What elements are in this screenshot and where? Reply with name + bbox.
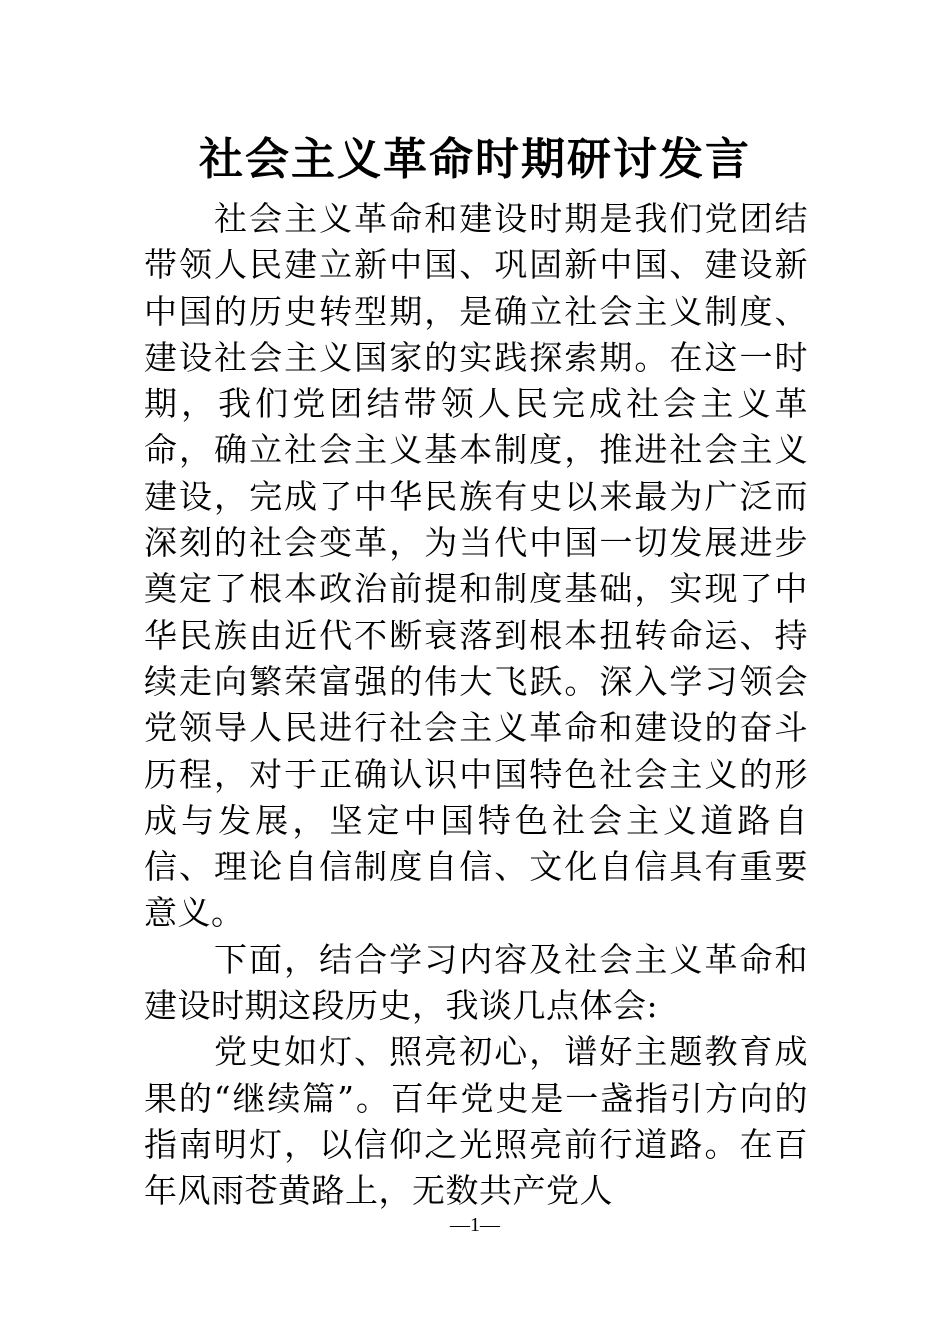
paragraph-point-one: 党史如灯、照亮初心，谱好主题教育成果的“继续篇”。百年党史是一盏指引方向的指南明灯，以信仰之光照亮前行道路。在百年风雨苍黄路上，无数共产党人 <box>144 1032 808 1211</box>
page-number: —1— <box>450 1214 500 1236</box>
paragraph-intro: 社会主义革命和建设时期是我们党团结带领人民建立新中国、巩固新中国、建设新中国的历史转型期，是确立社会主义制度、建设社会主义国家的实践探索期。在这一时期，我们党团结带领人民完成社会主义革命，确立社会主义基本制度，推进社会主义建设，完成了中华民族有史以来最为广泛而深刻的社会变革，为当代中国一切发展进步奠定了根本政治前提和制度基础，实现了中华民族由近代不断衰落到根本扭转命运、持续走向繁荣富强的伟大飞跃。深入学习领会党领导人民进行社会主义革命和建设的奋斗历程，对于正确认识中国特色社会主义的形成与发展，坚定中国特色社会主义道路自信、理论自信制度自信、文化自信具有重要意义。 <box>144 199 808 933</box>
paragraph-transition: 下面，结合学习内容及社会主义革命和建设时期这段历史，我谈几点体会: <box>144 939 808 1026</box>
document-body <box>144 196 808 1215</box>
document-title: 社会主义革命时期研讨发言 <box>199 134 751 185</box>
